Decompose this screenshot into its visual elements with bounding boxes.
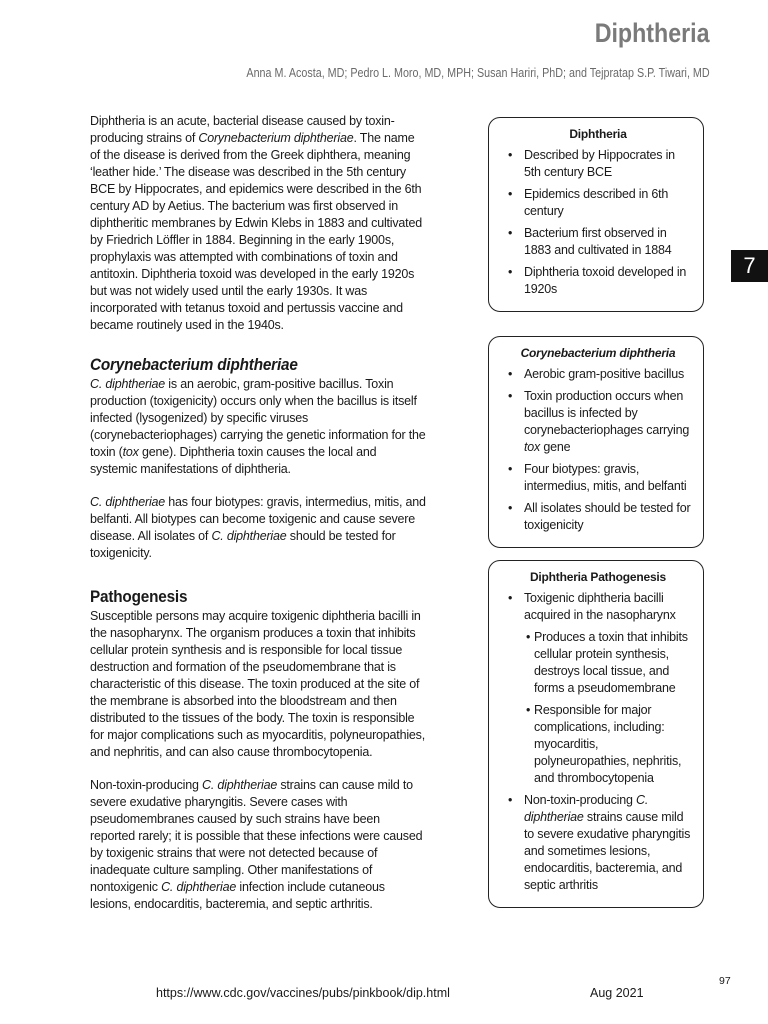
- sub-list-item: • Produces a toxin that inhibits cellular protein synthesis, destroys local tissue, and forms a pseudomembrane: [503, 629, 693, 697]
- author-line: Anna M. Acosta, MD; Pedro L. Moro, MD, MPH; Susan Hariri, PhD; and Tejpratap S.P. Tiwari, MD: [246, 66, 710, 80]
- footer-date: Aug 2021: [590, 986, 644, 1000]
- list-item: • Diphtheria toxoid developed in 1920s: [503, 264, 693, 298]
- main-text-column: [90, 113, 426, 913]
- chapter-number-tab[interactable]: 7: [731, 250, 768, 282]
- footer-url-link[interactable]: https://www.cdc.gov/vaccines/pubs/pinkbook/dip.html: [156, 986, 450, 1000]
- sub-list-item: • Responsible for major complications, including: myocarditis, polyneuropathies, nephritis, and thrombocytopenia: [503, 702, 693, 787]
- list-item: • Non-toxin-producing C. diphtheriae strains cause mild to severe exudative pharyngitis and sometimes lesions, endocarditis, bacteremia, and septic arthritis: [503, 792, 693, 894]
- sidebar-box-diphtheria: [488, 117, 704, 312]
- list-item: • Bacterium first observed in 1883 and cultivated in 1884: [503, 225, 693, 259]
- organism-paragraph-1: C. diphtheriae is an aerobic, gram-positive bacillus. Toxin production (toxigenicity) occurs only when the bacillus is itself infected (lysogenized) by specific viruses (corynebacteriophages) carrying the genetic information for the toxin (tox gene). Diphtheria toxin causes the local and systemic manifestations of diphtheria.: [90, 377, 426, 476]
- list-item: • Four biotypes: gravis, intermedius, mitis, and belfanti: [503, 461, 693, 495]
- box-list: [503, 147, 693, 298]
- sidebar-box-pathogenesis: [488, 560, 704, 908]
- pathogenesis-paragraph-1: Susceptible persons may acquire toxigenic diphtheria bacilli in the nasopharynx. The organism produces a toxin that inhibits cellular protein synthesis and is responsible for local tissue destruction and formation of the pseudomembrane that is characteristic of this disease. The toxin produced at the site of the membrane is absorbed into the bloodstream and then distributed to the tissues of the body. The toxin is responsible for major complications such as myocarditis, polyneuropathies, and nephritis, and can also cause thrombocytopenia.: [90, 609, 425, 759]
- intro-paragraph: Diphtheria is an acute, bacterial disease caused by toxin-producing strains of Corynebacterium diphtheriae. The name of the disease is derived from the Greek diphthera, meaning ‘leather hide.’ The disease was described in the 5th century BCE by Hippocrates, and epidemics were described in the 6th century AD by Aetius. The bacterium was first observed in diphtheritic membranes by Edwin Klebs in 1883 and cultivated by Friedrich Löffler in 1884. Beginning in the early 1900s, prophylaxis was attempted with combinations of toxin and antitoxin. Diphtheria toxoid was developed in the early 1920s but was not widely used until the early 1930s. It was incorporated with tetanus toxoid and pertussis vaccine and became routinely used in the 1940s.: [90, 114, 422, 332]
- box-list: [503, 590, 693, 894]
- box-list: [503, 366, 693, 534]
- section-heading-pathogenesis: Pathogenesis: [90, 587, 188, 606]
- list-item: • Toxin production occurs when bacillus is infected by corynebacteriophages carrying tox gene: [503, 388, 693, 456]
- list-item: • Toxigenic diphtheria bacilli acquired in the nasopharynx: [503, 590, 693, 624]
- box-title: Corynebacterium diphtheria: [520, 346, 676, 360]
- list-item: • Described by Hippocrates in 5th century BCE: [503, 147, 693, 181]
- sidebar-box-organism: [488, 336, 704, 548]
- section-heading-organism: Corynebacterium diphtheriae: [90, 355, 298, 374]
- list-item: • Aerobic gram-positive bacillus: [503, 366, 693, 383]
- organism-paragraph-2: C. diphtheriae has four biotypes: gravis, intermedius, mitis, and belfanti. All biotypes can become toxigenic and cause severe disease. All isolates of C. diphtheriae should be tested for toxigenicity.: [90, 495, 426, 560]
- box-title: Diphtheria Pathogenesis: [529, 570, 667, 584]
- box-title: Diphtheria: [569, 127, 627, 141]
- pathogenesis-paragraph-2: Non-toxin-producing C. diphtheriae strains can cause mild to severe exudative pharyngitis. Severe cases with pseudomembranes caused by such strains have been reported rarely; it is possible that these infections were caused by toxigenic strains that were not detected because of inadequate culture sampling. Other manifestations of nontoxigenic C. diphtheriae infection include cutaneous lesions, endocarditis, bacteremia, and septic arthritis.: [90, 778, 423, 911]
- page-number: 97: [719, 975, 731, 987]
- list-item: • Epidemics described in 6th century: [503, 186, 693, 220]
- chapter-title: Diphtheria: [595, 18, 710, 48]
- list-item: • All isolates should be tested for toxigenicity: [503, 500, 693, 534]
